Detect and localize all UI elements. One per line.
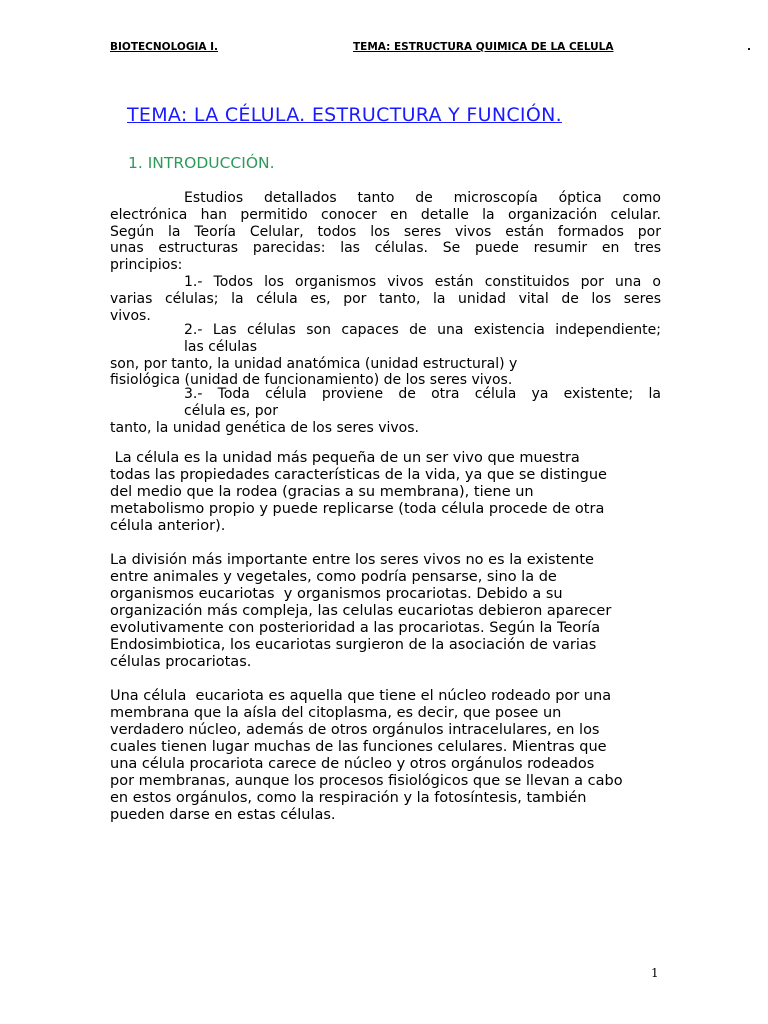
principle-line: 2.- Las células son capaces de una existencia independiente;: [184, 322, 661, 338]
paragraph-line: verdadero núcleo, además de otros orgánulos intracelulares, en los: [110, 722, 600, 738]
header-topic-period: .: [747, 41, 751, 53]
paragraph-line: organismos eucariotas y organismos procariotas. Debido a su: [110, 586, 563, 602]
paragraph-line: La célula es la unidad más pequeña de un ser vivo que muestra: [110, 450, 580, 466]
paragraph-line: pueden darse en estas células.: [110, 807, 336, 823]
paragraph-line: La división más importante entre los seres vivos no es la existente: [110, 552, 594, 568]
paragraph-eukaryote: [110, 688, 670, 824]
document-title: TEMA: LA CÉLULA. ESTRUCTURA Y FUNCIÓN.: [127, 104, 562, 126]
paragraph-line: cuales tienen lugar muchas de las funciones celulares. Mientras que: [110, 739, 607, 755]
header-topic: [353, 41, 614, 54]
principle-line: las células: [184, 338, 258, 355]
paragraph-line: metabolismo propio y puede replicarse (toda célula procede de otra: [110, 501, 605, 517]
paragraph-line: todas las propiedades características de la vida, ya que se distingue: [110, 467, 607, 483]
principle-line: son, por tanto, la unidad anatómica (unidad estructural) y: [110, 355, 518, 372]
section-heading: 1. INTRODUCCIÓN.: [128, 154, 275, 172]
paragraph-line: Una célula eucariota es aquella que tiene el núcleo rodeado por una: [110, 688, 612, 704]
principle-1: [110, 274, 661, 324]
paragraph-division: [110, 552, 670, 671]
principle-line: célula es, por: [184, 402, 279, 419]
principle-line: 1.- Todos los organismos vivos están constituidos por una o: [184, 274, 661, 290]
intro-paragraph: [110, 190, 661, 274]
intro-line: Según la Teoría Celular, todos los seres vivos están formados por: [110, 223, 661, 240]
page-number: 1: [651, 966, 659, 980]
paragraph-line: entre animales y vegetales, como podría pensarse, sino la de: [110, 569, 557, 585]
paragraph-line: evolutivamente con posterioridad a las procariotas. Según la Teoría: [110, 620, 601, 636]
header-topic-text: TEMA: ESTRUCTURA QUIMICA DE LA CELULA: [353, 41, 614, 53]
principle-2: [110, 322, 661, 389]
principle-line: tanto, la unidad genética de los seres vivos.: [110, 419, 419, 436]
intro-line: electrónica han permitido conocer en detalle la organización celular.: [110, 206, 661, 223]
paragraph-line: en estos orgánulos, como la respiración y la fotosíntesis, también: [110, 790, 587, 806]
paragraph-line: una célula procariota carece de núcleo y otros orgánulos rodeados: [110, 756, 595, 772]
header-course: BIOTECNOLOGIA I.: [110, 41, 219, 53]
paragraph-line: del medio que la rodea (gracias a su membrana), tiene un: [110, 484, 534, 500]
intro-line: principios:: [110, 257, 183, 274]
paragraph-line: Endosimbiotica, los eucariotas surgieron de la asociación de varias: [110, 637, 597, 653]
principle-line: varias células; la célula es, por tanto, la unidad vital de los seres: [110, 290, 661, 307]
principle-line: fisiológica (unidad de funcionamiento) de los seres vivos.: [110, 372, 513, 389]
intro-line: unas estructuras parecidas: las células. Se puede resumir en tres: [110, 240, 661, 257]
principle-line: vivos.: [110, 307, 151, 324]
intro-line: Estudios detallados tanto de microscopía óptica como: [184, 190, 661, 206]
paragraph-line: células procariotas.: [110, 654, 252, 670]
paragraph-line: célula anterior).: [110, 518, 226, 534]
paragraph-line: membrana que la aísla del citoplasma, es decir, que posee un: [110, 705, 562, 721]
principle-3: [110, 386, 661, 436]
paragraph-line: organización más compleja, las celulas eucariotas debieron aparecer: [110, 603, 612, 619]
paragraph-cell-unit: [110, 450, 670, 535]
principle-line: 3.- Toda célula proviene de otra célula ya existente; la: [184, 386, 661, 402]
paragraph-line: por membranas, aunque los procesos fisiológicos que se llevan a cabo: [110, 773, 623, 789]
